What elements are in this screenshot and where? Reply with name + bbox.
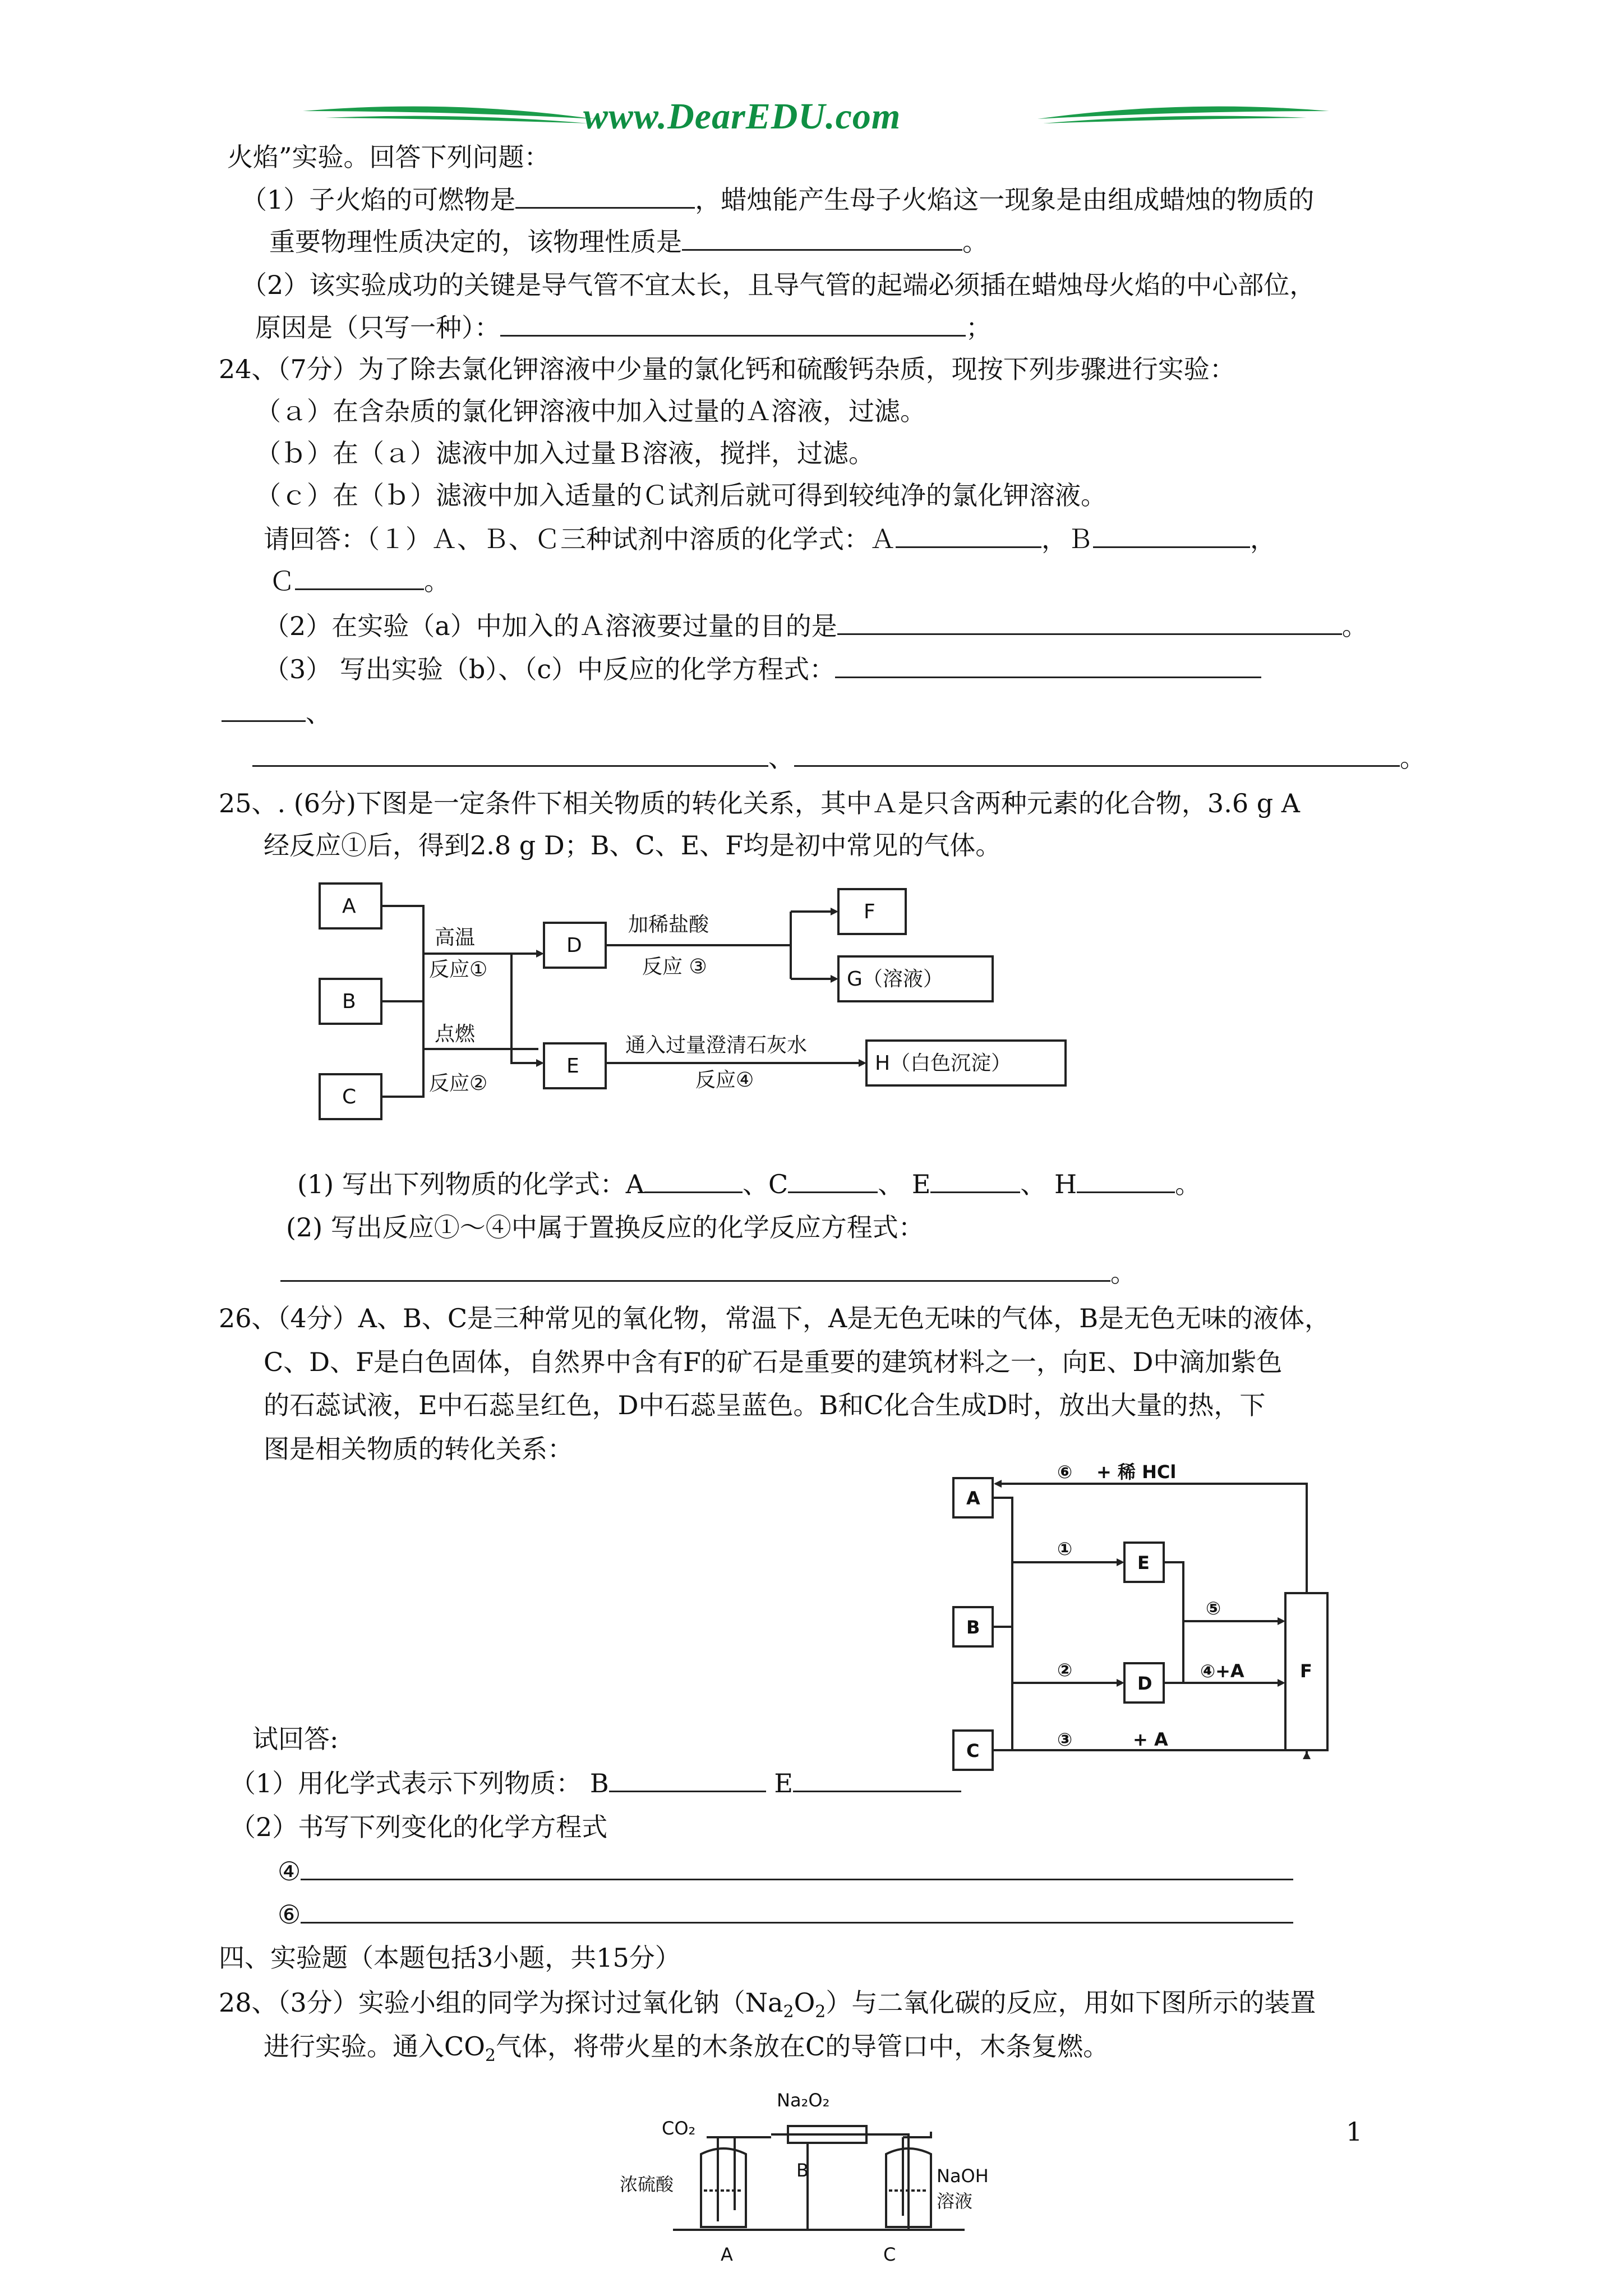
q25-node-g: G（溶液） bbox=[847, 968, 943, 991]
q26-diagram bbox=[948, 1458, 1352, 1784]
q23-text: 原因是（只写一种）： bbox=[255, 312, 500, 343]
q26-node-c: C bbox=[966, 1740, 980, 1761]
q28-subscript: 2 bbox=[485, 2046, 496, 2066]
q24-q1-cont bbox=[269, 564, 450, 598]
q24-text: 。 bbox=[424, 566, 450, 596]
q24-blank-eq2[interactable] bbox=[252, 740, 768, 767]
q24-q3-cont2 bbox=[252, 740, 1426, 775]
q26-blank-eq6[interactable] bbox=[301, 1897, 1293, 1924]
q25-text: 。 bbox=[1175, 1169, 1201, 1199]
q28-label-rongye: 溶液 bbox=[937, 2191, 973, 2212]
q24-text: 请回答：（１）Ａ、Ｂ、Ｃ三种试剂中溶质的化学式：Ａ bbox=[264, 524, 896, 554]
q23-line1: 火焰”实验。回答下列问题： bbox=[227, 142, 550, 172]
q25-text: (1) 写出下列物质的化学式：A bbox=[297, 1169, 645, 1199]
q24-blank-c[interactable] bbox=[295, 564, 424, 590]
q26-blank-e[interactable] bbox=[793, 1766, 961, 1792]
q25-node-a: A bbox=[342, 895, 356, 918]
q26-line2: C、D、F是白色固体，自然界中含有F的矿石是重要的建筑材料之一，向E、D中滴加紫色 bbox=[264, 1347, 1283, 1377]
q25-title: 25、. (6分)下图是一定条件下相关物质的转化关系，其中Ａ是只含两种元素的化合物，3.6 g A bbox=[219, 788, 1301, 818]
q28-label-b: B bbox=[796, 2160, 809, 2181]
q25-blank-h[interactable] bbox=[1077, 1167, 1175, 1193]
q25-text: 、C bbox=[743, 1169, 789, 1199]
q23-part2: （2）该实验成功的关键是导气管不宜太长，且导气管的起端必须插在蜡烛母火焰的中心部位， bbox=[241, 270, 1316, 300]
q25-node-b: B bbox=[342, 990, 356, 1013]
q23-text: ，蜡烛能产生母子火焰这一现象是由组成蜡烛的物质的 bbox=[695, 185, 1315, 215]
q25-label-r3: 反应 ③ bbox=[642, 955, 707, 978]
q23-text: ； bbox=[966, 312, 992, 343]
q25-text: 。 bbox=[1110, 1258, 1136, 1288]
q26-label-hcl: + 稀 HCl bbox=[1096, 1461, 1177, 1483]
q23-blank1[interactable] bbox=[515, 182, 695, 209]
q25-label-gaowen: 高温 bbox=[435, 926, 476, 949]
q26-blank-b[interactable] bbox=[609, 1766, 766, 1792]
q26-node-f: F bbox=[1300, 1660, 1312, 1682]
q26-text: E bbox=[766, 1768, 793, 1798]
q26-label-plus-a: + A bbox=[1133, 1729, 1168, 1750]
q24-text: 。 bbox=[1341, 611, 1368, 641]
q26-node-a: A bbox=[966, 1488, 980, 1509]
q23-blank3[interactable] bbox=[500, 310, 966, 337]
q25-node-c: C bbox=[342, 1085, 357, 1108]
q24-text: Ｃ bbox=[269, 566, 295, 596]
q24-text: 、 bbox=[768, 743, 794, 773]
q28-subscript: 2 bbox=[783, 2002, 794, 2022]
q25-text: 、 H bbox=[1020, 1169, 1077, 1199]
q25-node-e: E bbox=[566, 1055, 579, 1078]
q25-label-jiaxi: 加稀盐酸 bbox=[628, 913, 709, 936]
q23-part1-cont bbox=[269, 224, 988, 259]
q28-label-a: A bbox=[721, 2244, 733, 2265]
q25-blank-a[interactable] bbox=[644, 1167, 743, 1193]
q25-blank-eq[interactable] bbox=[280, 1255, 1110, 1282]
q28-label-c: C bbox=[883, 2244, 896, 2265]
q26-text: （1）用化学式表示下列物质： B bbox=[230, 1768, 609, 1798]
q26-eq6 bbox=[278, 1897, 1293, 1931]
q28-text: O bbox=[794, 1987, 815, 2018]
q24-q3-cont bbox=[222, 696, 331, 730]
q26-line1: 26、（4分）A、B、C是三种常见的氧化物，常温下，A是无色无味的气体，B是无色无味的液体， bbox=[219, 1303, 1331, 1333]
q25-q1 bbox=[297, 1167, 1201, 1201]
q25-title2: 经反应①后，得到2.8 g D；B、C、E、F均是初中常见的气体。 bbox=[264, 830, 1002, 861]
q26-label-4a: ④+A bbox=[1200, 1660, 1244, 1682]
q26-text: ⑥ bbox=[278, 1899, 301, 1930]
q24-q3 bbox=[264, 652, 1261, 686]
q25-diagram bbox=[314, 878, 1088, 1136]
q28-text: 28、（3分）实验小组的同学为探讨过氧化钠（Na bbox=[219, 1987, 783, 2018]
q28-label-conc: 浓硫酸 bbox=[620, 2174, 674, 2195]
header-swoosh-right bbox=[1038, 101, 1329, 135]
q26-label-1: ① bbox=[1057, 1538, 1073, 1559]
q24-title: 24、（7分）为了除去氯化钾溶液中少量的氯化钙和硫酸钙杂质，现按下列步骤进行实验： bbox=[219, 354, 1235, 384]
q26-node-b: B bbox=[966, 1617, 980, 1638]
q24-text: 、 bbox=[306, 698, 331, 728]
q23-text: 重要物理性质决定的，该物理性质是 bbox=[269, 227, 682, 257]
q25-q2-answer bbox=[280, 1255, 1136, 1290]
q24-step-b: （ｂ）在（ａ）滤液中加入过量Ｂ溶液，搅拌，过滤。 bbox=[255, 438, 874, 468]
q24-step-c: （ｃ）在（ｂ）滤液中加入适量的Ｃ试剂后就可得到较纯净的氯化钾溶液。 bbox=[255, 480, 1106, 510]
q24-blank-a[interactable] bbox=[896, 522, 1041, 548]
site-url: www.DearEDU.com bbox=[583, 96, 901, 137]
q28-label-naoh: NaOH bbox=[937, 2165, 989, 2187]
q26-line4: 图是相关物质的转化关系： bbox=[264, 1434, 573, 1464]
q24-step-a: （ａ）在含杂质的氯化钾溶液中加入过量的Ａ溶液，过滤。 bbox=[255, 396, 926, 426]
q24-q2 bbox=[264, 609, 1368, 643]
q26-blank-eq4[interactable] bbox=[301, 1854, 1293, 1880]
section-heading: 四、实验题（本题包括3小题，共15分） bbox=[219, 1943, 681, 1973]
q24-text: 。 bbox=[1400, 743, 1426, 773]
q26-label-5: ⑤ bbox=[1206, 1598, 1221, 1619]
q23-part2-cont bbox=[255, 310, 992, 344]
q26-label-2: ② bbox=[1057, 1659, 1073, 1681]
q24-blank-eq1[interactable] bbox=[835, 652, 1261, 678]
q25-node-d: D bbox=[566, 934, 582, 957]
q26-eq4 bbox=[278, 1854, 1293, 1888]
q25-label-dianran: 点燃 bbox=[435, 1023, 476, 1046]
q26-label-3: ③ bbox=[1057, 1729, 1073, 1750]
q25-node-f: F bbox=[864, 900, 875, 923]
q25-label-r2: 反应② bbox=[429, 1072, 488, 1095]
q25-q2: (2) 写出反应①～④中属于置换反应的化学反应方程式： bbox=[286, 1212, 924, 1243]
q26-ask: 试回答: bbox=[252, 1724, 339, 1754]
q26-q1 bbox=[230, 1766, 961, 1800]
q24-text: （2）在实验（a）中加入的Ａ溶液要过量的目的是 bbox=[264, 611, 837, 641]
q28-line2 bbox=[264, 2030, 1109, 2073]
q26-text: ④ bbox=[278, 1856, 301, 1887]
q25-label-tongru: 通入过量澄清石灰水 bbox=[625, 1034, 808, 1057]
q24-text: ，Ｂ bbox=[1041, 524, 1093, 554]
q26-node-e: E bbox=[1137, 1552, 1150, 1573]
q26-label-6: ⑥ bbox=[1057, 1461, 1073, 1483]
q24-blank-eq3[interactable] bbox=[794, 740, 1400, 767]
q28-line1 bbox=[219, 1986, 1316, 2029]
q24-q1 bbox=[264, 522, 1276, 556]
q25-label-r1: 反应① bbox=[429, 958, 488, 981]
q23-part1 bbox=[241, 182, 1314, 217]
q28-text: ）与二氧化碳的反应，用如下图所示的装置 bbox=[826, 1987, 1316, 2018]
q26-node-d: D bbox=[1137, 1673, 1152, 1694]
q25-blank-e[interactable] bbox=[930, 1167, 1020, 1193]
q24-blank-eq1-cont[interactable] bbox=[222, 696, 306, 722]
q26-q2: （2）书写下列变化的化学方程式 bbox=[230, 1812, 608, 1842]
header-swoosh-left bbox=[303, 101, 594, 135]
q25-node-h: H（白色沉淀） bbox=[875, 1052, 1012, 1075]
q23-blank2[interactable] bbox=[682, 224, 962, 251]
page-number: 1 bbox=[1346, 2116, 1363, 2147]
q28-label-co2: CO₂ bbox=[662, 2118, 696, 2139]
q25-blank-c[interactable] bbox=[788, 1167, 878, 1193]
q25-text: 、 E bbox=[878, 1169, 931, 1199]
q24-text: ， bbox=[1250, 524, 1276, 554]
q23-text: （1）子火焰的可燃物是 bbox=[241, 185, 516, 215]
q24-blank-purpose[interactable] bbox=[837, 609, 1342, 635]
q28-text: 气体，将带火星的木条放在C的导管口中，木条复燃。 bbox=[496, 2031, 1109, 2062]
q28-apparatus bbox=[617, 2081, 1009, 2266]
q23-text: 。 bbox=[962, 227, 988, 257]
q24-text: （3） 写出实验（b）、（c）中反应的化学方程式： bbox=[264, 654, 836, 684]
q24-blank-b[interactable] bbox=[1093, 522, 1250, 548]
q28-subscript: 2 bbox=[815, 2002, 826, 2022]
q26-line3: 的石蕊试液，E中石蕊呈红色，D中石蕊呈蓝色。B和C化合生成D时，放出大量的热，下 bbox=[264, 1390, 1266, 1420]
q28-text: 进行实验。通入CO bbox=[264, 2031, 485, 2062]
q25-label-r4: 反应④ bbox=[695, 1069, 754, 1092]
q28-label-na2o2: Na₂O₂ bbox=[777, 2090, 830, 2111]
